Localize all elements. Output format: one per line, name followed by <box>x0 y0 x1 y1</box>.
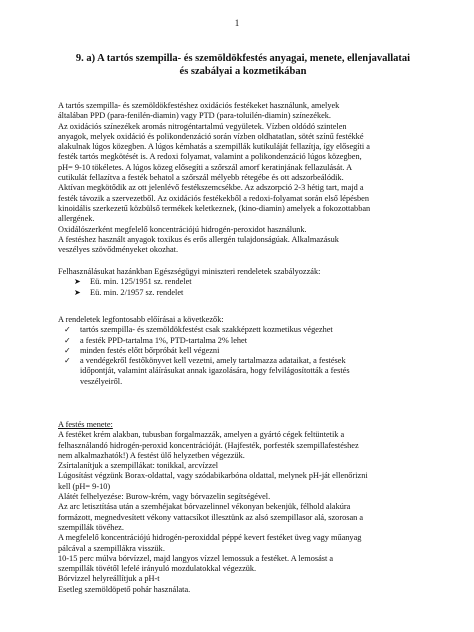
text-line: szempillák tövéhez. <box>58 522 124 532</box>
text-line: Alátét felhelyezése: Burow-krém, vagy bórvazelin segítségével. <box>58 492 271 502</box>
text-line: A tartós szempilla- és szemöldökfestéshez oxidációs festékeket használunk, amelyek <box>58 101 340 110</box>
text-line: általában PPD (para-fenilén-diamin) vagy PTD (para-toluilén-diamin) színezékek. <box>58 111 332 121</box>
process-section <box>58 420 430 595</box>
text-line: kinoidális szerkezetű közbülső termékek keletkeznek, (kino-diamin) amelyek a fokozottabban <box>58 203 371 213</box>
text-line: pálcával a szempillákra visszük. <box>58 543 165 553</box>
arrow-right-icon: ➤ <box>74 277 81 287</box>
text-line: Aktívan megkötődik az ott jelenlévő festékszemcsékbe. Az adszorpció 2-3 hétig tart, majd a <box>58 183 364 193</box>
text-line: A festéket krém alakban, tubusban forgalmazzák, amelyen a gyártó cégek feltüntetik a <box>58 430 345 440</box>
rules-section <box>58 315 430 387</box>
text-line: anyagok, melyek oxidáció és polikondenzáció során vízben oldhatatlan, sötét színű festékké <box>58 131 364 141</box>
list-item: ✓ tartós szempilla- és szemöldökfestést csak szakképzett kozmetikus végezhet <box>64 325 333 335</box>
list-item: ✓ a vendégekről festőkönyvet kell vezetni, amely tartalmazza adataikat, a festések időpontját, valamint aláírásukat annak igazolására, hogy felvilágosították a festés veszélyeiről. <box>64 356 350 386</box>
rules-intro: A rendeletek legfontosabb előírásai a következők: <box>58 315 224 324</box>
rules-list <box>58 325 430 387</box>
text-line: Zsírtalanítjuk a szempillákat: tonikkal, arcvízzel <box>58 461 219 471</box>
text-line: nem alkalmazhatók!) A festést ülő helyzetben végezzük. <box>58 450 245 460</box>
text-line: alakulnak lúgos közegben. A lúgos kémhatás a szempillák kutikuláját fellazítja, így elősegíti a <box>58 142 370 152</box>
title-line: és szabályai a kozmetikában <box>179 66 307 77</box>
text-line: pH= 9-10 tökéletes. A lúgos közeg elősegíti a szőrszál amorf keratinjának fellazulását. A <box>58 162 353 172</box>
text-line: festék tartós megkötését is. A redoxi folyamat, valamint a polikondenzáció lúgos közegben, <box>58 152 362 162</box>
list-item: ➤ Eü. min. 2/1957 sz. rendelet <box>74 287 184 297</box>
checkmark-icon: ✓ <box>64 335 71 345</box>
text-line: Az arc letisztítása után a szemhéjakat bórvazelinnel vékonyan bekenjük, félhold alakúra <box>58 502 351 512</box>
checkmark-icon: ✓ <box>64 356 71 366</box>
text-line: A megfelelő koncentrációjú hidrogén-peroxiddal péppé kevert festéket üveg vagy műanyag <box>58 533 362 543</box>
text-line: kell (pH= 9-10) <box>58 481 111 491</box>
regulation-section <box>58 267 430 298</box>
text-line: felhasználandó hidrogén-peroxid koncentrációját. (Hajfesték, porfesték szempillafestéshez <box>58 440 359 450</box>
checkmark-icon: ✓ <box>64 345 71 355</box>
arrow-right-icon: ➤ <box>74 287 81 297</box>
text-line: Esetleg szemöldöpető pohár használata. <box>58 584 191 594</box>
text-line: Oxidálószerként megfelelő koncentrációjú hidrogén-peroxidot használunk. <box>58 224 307 234</box>
text-line: allergének. <box>58 214 95 224</box>
text-line: 10-15 perc múlva bórvízzel, majd langyos vízzel lemossuk a festéket. A lemosást a <box>58 553 334 563</box>
page-number: 1 <box>234 18 240 28</box>
regulation-list <box>58 277 430 298</box>
list-item: ➤ Eü. min. 125/1951 sz. rendelet <box>74 277 192 287</box>
intro-paragraph <box>58 101 430 255</box>
page-title <box>58 52 428 78</box>
list-item: ✓ a festék PPD-tartalma 1%, PTD-tartalma 2% lehet <box>64 335 248 345</box>
list-item: ✓ minden festés előtt bőrpróbát kell végezni <box>64 345 220 355</box>
text-line: veszélyes szövődményeket okozhat. <box>58 245 179 255</box>
checkmark-icon: ✓ <box>64 325 71 335</box>
text-line: formázott, megnedvesített vékony vattacsíkot illesztünk az alsó szempillasor alá, szorosan a <box>58 512 364 522</box>
title-line: 9. a) A tartós szempilla- és szemöldökfestés anyagai, menete, ellenjavallatai <box>75 53 411 64</box>
text-line: festék távozik a szervezetből. Az oxidációs festékekből a redoxi-folyamat során első lépésben <box>58 193 370 203</box>
text-line: Lúgosítást végzünk Borax-oldattal, vagy szódabikarbóna oldattal, melynek pH-ját ellenőrizni <box>58 471 368 481</box>
text-line: A festéshez használt anyagok toxikus és erős allergén tulajdonságúak. Alkalmazásuk <box>58 234 339 244</box>
text-line: Bórvizzel helyreállítjuk a pH-t <box>58 574 160 584</box>
text-line: cutikulát fellazítva a festék behatol a szőrszál mélyebb rétegébe és ott adszorbeálódik. <box>58 173 344 183</box>
text-line: Az oxidációs színezékek aromás nitrogéntartalmú vegyületek. Vízben oldódó szintelen <box>58 121 347 131</box>
text-line: szempillák tövétől lefelé irányuló mozdulatokkal végezzük. <box>58 564 257 574</box>
regulation-intro: Felhasználásukat hazánkban Egészségügyi miniszteri rendeletek szabályozzák: <box>58 267 321 276</box>
section-heading: A festés menete: <box>58 420 113 429</box>
